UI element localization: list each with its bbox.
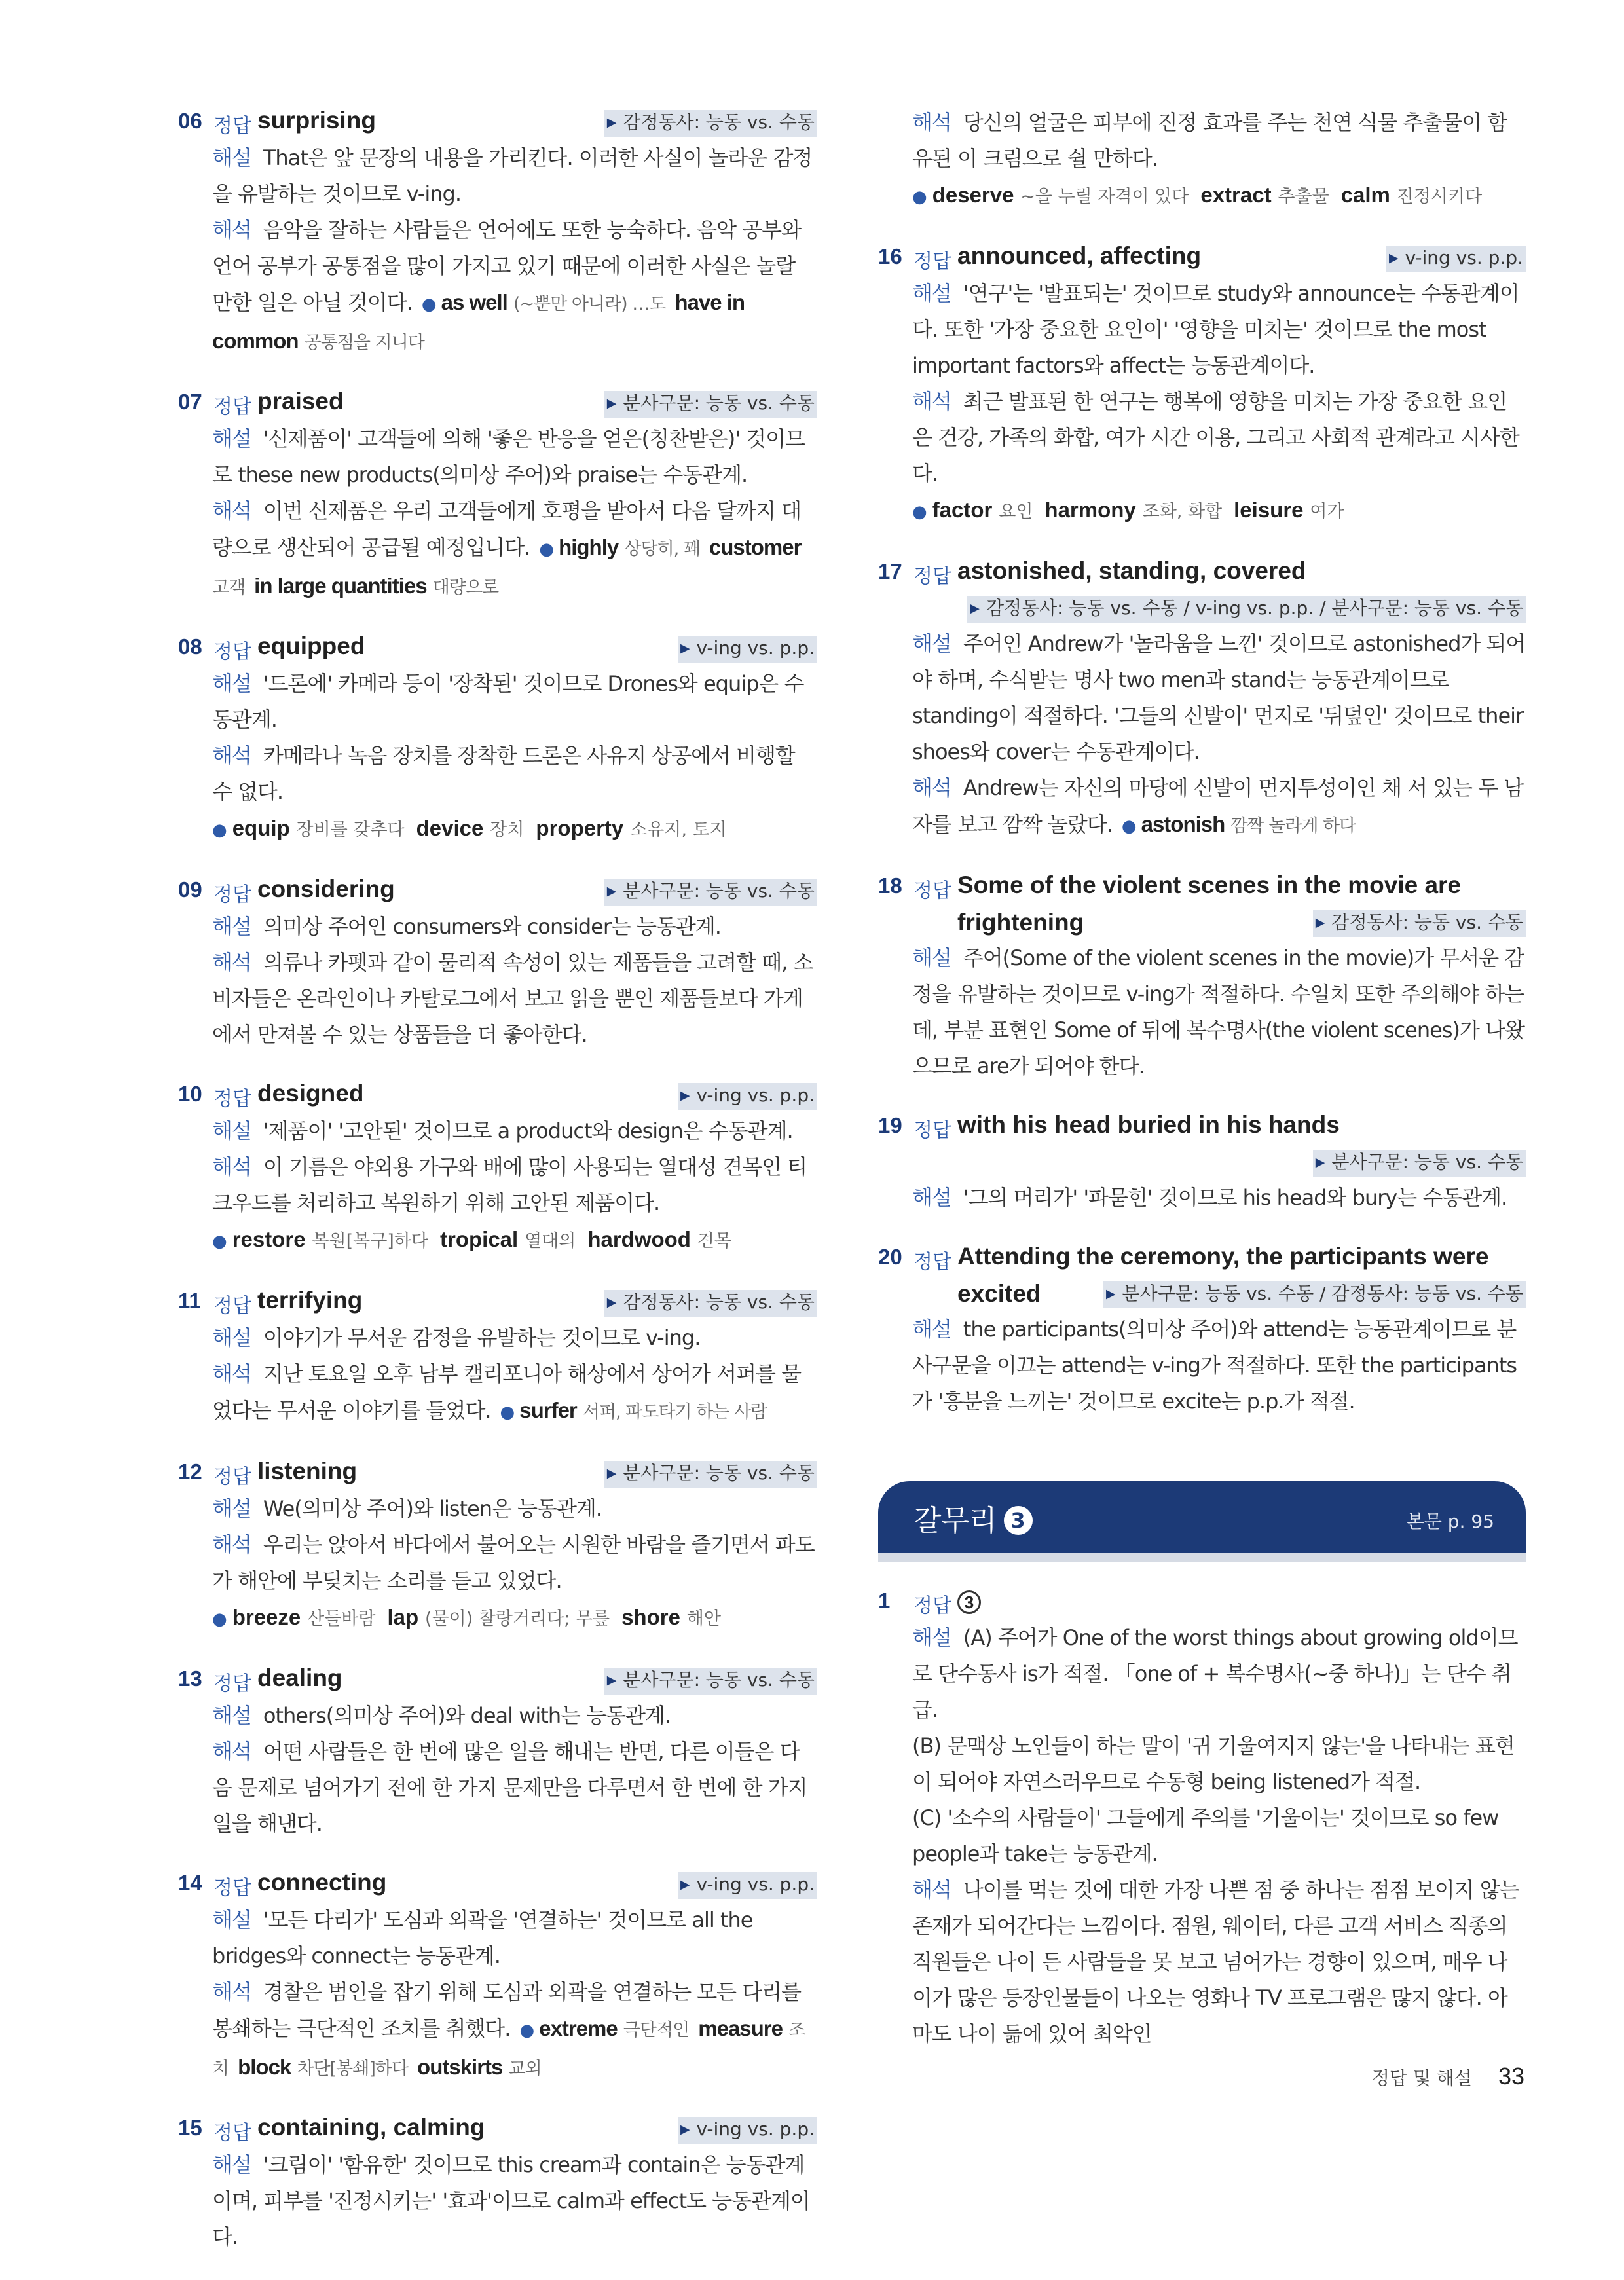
translation: 해석 음악을 잘하는 사람들은 언어에도 또한 능숙하다. 음악 공부와 언어 공부가 공통점을 많이 가지고 있기 때문에 이러한 사실은 놀랄 만한 일은 아닐 것이다. ● as well (~뿐만 아니라) …도 have in common 공통점을 지니다 [212,217,802,353]
review-title: 갈무리 3 [913,1497,1033,1539]
grammar-tag: ▶ 분사구문: 능동 vs. 수동 [604,1668,817,1695]
item-number: 07 [178,390,202,414]
footer-label: 정답 및 해설 [1371,2067,1472,2089]
explanation-b: (B) 문맥상 노인들이 하는 말이 '귀 기울여지지 않는'을 나타내는 표현이 되어야 자연스러우므로 수동형 being listened가 적절. [912,1733,1515,1794]
answer-label: 정답 [213,883,251,906]
translation: 해석 어떤 사람들은 한 번에 많은 일을 해내는 반면, 다른 이들은 다음 문제로 넘어가기 전에 한 가지 문제만을 다루면서 한 번에 한 가지 일을 해낸다. [212,1739,807,1836]
answer-item-13 [178,1663,817,1842]
grammar-tag: ▶ v-ing vs. p.p. [678,2117,817,2144]
answer-item-14 [178,1867,817,2087]
answer-item-12 [178,1456,817,1638]
translation: 해석 지난 토요일 오후 남부 캘리포니아 해상에서 상어가 서퍼를 물었다는 무서운 이야기를 들었다. ● surfer 서퍼, 파도타기 하는 사람 [212,1361,802,1423]
explanation: 해설 '드론에' 카메라 등이 '장착된' 것이므로 Drones와 equip은 수동관계. [212,671,804,732]
answer-text: listening [257,1458,358,1484]
answer-text-cont: excited [957,1280,1041,1307]
explanation: 해설 주어(Some of the violent scenes in the movie)가 무서운 감정을 유발하는 것이므로 v-ing가 적절하다. 수일치 또한 주의해야 하는데, 부분 표현인 Some of 뒤에 복수명사(the violent scenes)가 나왔으므로 are가 되어야 한다. [912,946,1524,1078]
grammar-tag: ▶ v-ing vs. p.p. [678,636,817,663]
answer-text: Some of the violent scenes in the movie are [957,872,1462,898]
vocab-list: ● highly 상당히, 꽤 customer 고객 in large quantities 대량으로 [212,535,802,598]
vocab-list: ● deserve ~을 누릴 자격이 있다 extract 추출물 calm 진정시키다 [912,183,1483,207]
answer-text: 3 [957,1586,981,1615]
item-number: 18 [878,873,902,898]
item-number: 11 [178,1289,201,1313]
answer-label: 정답 [213,395,251,418]
answer-item-19 [878,1109,1526,1216]
answer-item-08 [178,631,817,849]
answer-label: 정답 [213,1465,251,1488]
answer-label: 정답 [913,250,951,273]
answer-label: 정답 [213,640,251,663]
grammar-tag: ▶ v-ing vs. p.p. [678,1083,817,1110]
vocab-list: ● breeze 산들바람 lap (물이) 찰랑거리다; 무릎 shore 해안 [212,1605,721,1629]
answer-label: 정답 [213,1088,251,1111]
answer-text: considering [257,875,395,902]
explanation: 해설 '모든 다리가' 도심과 외곽을 '연결하는' 것이므로 all the bridges와 connect는 능동관계. [212,1907,753,1968]
translation: 해석 Andrew는 자신의 마당에 신발이 먼지투성이인 채 서 있는 두 남자를 보고 깜짝 놀랐다. ● astonish 깜짝 놀라게 하다 [912,775,1524,837]
vocab-list: ● as well (~뿐만 아니라) …도 have in common 공통점을 지니다 [212,290,745,353]
answer-item-10 [178,1078,817,1260]
answer-label: 정답 [913,565,951,588]
review-page-ref: 본문 p. 95 [1406,1511,1494,1532]
answer-text-cont: frightening [957,909,1084,936]
item-number: 12 [178,1460,202,1484]
item-number: 1 [878,1589,891,1613]
answer-label: 정답 [213,115,251,138]
translation: 해석 이 기름은 야외용 가구와 배에 많이 사용되는 열대성 견목인 티크우드를 처리하고 복원하기 위해 고안된 제품이다. [212,1154,807,1215]
explanation: 해설 '연구'는 '발표되는' 것이므로 study와 announce는 수동관계이다. 또한 '가장 중요한 요인이' '영향을 미치는' 것이므로 the most important factors와 affect는 능동관계이다. [912,281,1519,378]
left-column [178,105,817,2280]
review-header-underline [878,1553,1526,1562]
answer-text: dealing [257,1664,342,1691]
answer-item-06 [178,105,817,361]
explanation-c: (C) '소수의 사람들이' 그들에게 주의를 '기울이는' 것이므로 so few people과 take는 능동관계. [912,1805,1499,1866]
grammar-tag: ▶ 감정동사: 능동 vs. 수동 / v-ing vs. p.p. / 분사구문: 능동 vs. 수동 [967,596,1526,623]
answer-text: astonished, standing, covered [957,557,1306,584]
explanation: 해설 That은 앞 문장의 내용을 가리킨다. 이러한 사실이 놀라운 감정을 유발하는 것이므로 v-ing. [212,145,813,206]
explanation: 해설 others(의미상 주어)와 deal with는 능동관계. [212,1703,671,1728]
answer-label: 정답 [913,879,951,902]
answer-item-18 [878,870,1526,1084]
answer-text: praised [257,388,344,414]
right-column [878,105,1526,1444]
explanation: 해설 the participants(의미상 주어)와 attend는 능동관계이므로 분사구문을 이끄는 attend는 v-ing가 적절하다. 또한 the participants가 '흥분을 느끼는' 것이므로 excite는 p.p.가 적절. [912,1317,1517,1414]
review-answer-item-1 [878,1585,1526,2052]
explanation: 해설 주어인 Andrew가 '놀라움을 느낀' 것이므로 astonished가 되어야 하며, 수식받는 명사 two men과 stand는 능동관계이므로 standing이 적절하다. '그들의 신발이' 먼지로 '뒤덮인' 것이므로 their shoes와 cover는 수동관계이다. [912,631,1526,764]
vocab-list: ● surfer 서퍼, 파도타기 하는 사람 [500,1398,767,1422]
vocab-list: ● equip 장비를 갖추다 device 장치 property 소유지, 토지 [212,816,727,840]
review-number-badge: 3 [1004,1506,1033,1535]
answer-label: 정답 [213,1672,251,1695]
translation: 해석 나이를 먹는 것에 대한 가장 나쁜 점 중 하나는 점점 보이지 않는 존재가 되어간다는 느낌이다. 점원, 웨이터, 다른 고객 서비스 직종의 직원들은 나이 든 사람들을 못 보고 넘어가는 경향이 있으며, 매우 나이가 많은 등장인물들이 나오는 영화나 TV 프로그램은 많지 않다. 아마도 나이 듦에 있어 최악인 [912,1877,1519,2046]
answer-text: surprising [257,107,376,134]
grammar-tag: ▶ 분사구문: 능동 vs. 수동 [604,391,817,418]
answer-text: containing, calming [257,2114,485,2141]
answer-label: 정답 [913,1119,951,1142]
grammar-tag: ▶ v-ing vs. p.p. [1386,246,1526,272]
item-number: 13 [178,1666,202,1691]
explanation: 해설 '그의 머리가' '파묻힌' 것이므로 his head와 bury는 수동관계. [912,1185,1507,1210]
explanation: 해설 (A) 주어가 One of the worst things about growing old이므로 단수동사 is가 적절. 「one of + 복수명사(~중 하나)」는 단수 취급. [912,1625,1518,1722]
item-number: 08 [178,634,202,659]
item-number: 14 [178,1871,202,1895]
answer-text: Attending the ceremony, the participants were [957,1243,1489,1270]
answer-item-07 [178,386,817,606]
vocab-list: ● extreme 극단적인 measure 조치 block 차단[봉쇄]하다 outskirts 교외 [212,2016,805,2079]
translation: 해석 우리는 앉아서 바다에서 불어오는 시원한 바람을 즐기면서 파도가 해안에 부딪치는 소리를 듣고 있었다. [212,1532,815,1593]
answer-item-15-continued [878,105,1526,215]
explanation: 해설 '신제품이' 고객들에 의해 '좋은 반응을 얻은(칭찬받은)' 것이므로 these new products(의미상 주어)와 praise는 수동관계. [212,426,805,487]
page-number: 33 [1498,2063,1524,2089]
answer-item-17 [878,555,1526,845]
item-number: 10 [178,1082,202,1106]
grammar-tag: ▶ 감정동사: 능동 vs. 수동 [604,1290,817,1317]
translation: 해석 이번 신제품은 우리 고객들에게 호평을 받아서 다음 달까지 대량으로 생산되어 공급될 예정입니다. ● highly 상당히, 꽤 customer 고객 in large quantities 대량으로 [212,498,802,598]
answer-text: connecting [257,1869,387,1896]
answer-text: terrifying [257,1287,363,1314]
answer-text: designed [257,1080,364,1107]
review-section-header [878,1481,1526,1553]
vocab-list: ● restore 복원[복구]하다 tropical 열대의 hardwood 견목 [212,1227,731,1251]
answer-item-20 [878,1241,1526,1420]
item-number: 15 [178,2116,202,2140]
grammar-tag: ▶ v-ing vs. p.p. [678,1872,817,1899]
answer-item-09 [178,873,817,1053]
explanation: 해설 '제품이' '고안된' 것이므로 a product와 design은 수동관계. [212,1118,793,1143]
translation: 해석 최근 발표된 한 연구는 행복에 영향을 미치는 가장 중요한 요인은 건강, 가족의 화합, 여가 시간 이용, 그리고 사회적 관계라고 시사한다. [912,389,1519,486]
item-number: 20 [878,1245,902,1269]
answer-label: 정답 [213,1295,251,1317]
vocab-list: ● factor 요인 harmony 조화, 화합 leisure 여가 [912,498,1344,522]
explanation: 해설 We(의미상 주어)와 listen은 능동관계. [212,1496,602,1521]
grammar-tag: ▶ 분사구문: 능동 vs. 수동 [604,879,817,906]
item-number: 16 [878,244,902,268]
vocab-list: ● astonish 깜짝 놀라게 하다 [1121,812,1356,836]
grammar-tag: ▶ 감정동사: 능동 vs. 수동 [1313,910,1526,937]
answer-text: announced, affecting [957,242,1202,269]
translation: 해석 카메라나 녹음 장치를 장착한 드론은 사유지 상공에서 비행할 수 없다. [212,743,795,804]
grammar-tag: ▶ 분사구문: 능동 vs. 수동 [604,1461,817,1488]
item-number: 19 [878,1113,902,1137]
answer-item-16 [878,240,1526,530]
translation: 해석 의류나 카펫과 같이 물리적 속성이 있는 제품들을 고려할 때, 소비자들은 온라인이나 카탈로그에서 보고 읽을 뿐인 제품들보다 가게에서 만져볼 수 있는 상품들을 더 좋아한다. [212,950,813,1047]
grammar-tag: ▶ 분사구문: 능동 vs. 수동 / 감정동사: 능동 vs. 수동 [1103,1281,1526,1308]
answer-label: 정답 [213,2122,251,2144]
explanation: 해설 '크림이' '함유한' 것이므로 this cream과 contain은 능동관계이며, 피부를 '진정시키는' '효과'이므로 calm과 effect도 능동관계이다. [212,2152,810,2249]
explanation: 해설 이야기가 무서운 감정을 유발하는 것이므로 v-ing. [212,1325,701,1350]
answer-label: 정답 [913,1251,951,1274]
item-number: 17 [878,559,902,583]
answer-item-11 [178,1285,817,1431]
item-number: 09 [178,877,202,902]
translation: 해석 당신의 얼굴은 피부에 진정 효과를 주는 천연 식물 추출물이 함유된 이 크림으로 쉴 만하다. [912,110,1507,171]
translation: 해석 경찰은 범인을 잡기 위해 도심과 외곽을 연결하는 모든 다리를 봉쇄하는 극단적인 조치를 취했다. ● extreme 극단적인 measure 조치 block 차단[봉쇄]하다 outskirts 교외 [212,1979,805,2079]
item-number: 06 [178,109,202,133]
page-footer [1372,2063,1524,2090]
answer-text: equipped [257,633,365,659]
grammar-tag: ▶ 감정동사: 능동 vs. 수동 [604,110,817,137]
answer-label: 정답 [913,1594,951,1617]
answer-label: 정답 [213,1877,251,1900]
answer-text: with his head buried in his hands [957,1111,1340,1138]
grammar-tag: ▶ 분사구문: 능동 vs. 수동 [1313,1150,1526,1177]
answer-item-15 [178,2112,817,2255]
explanation: 해설 의미상 주어인 consumers와 consider는 능동관계. [212,914,721,939]
